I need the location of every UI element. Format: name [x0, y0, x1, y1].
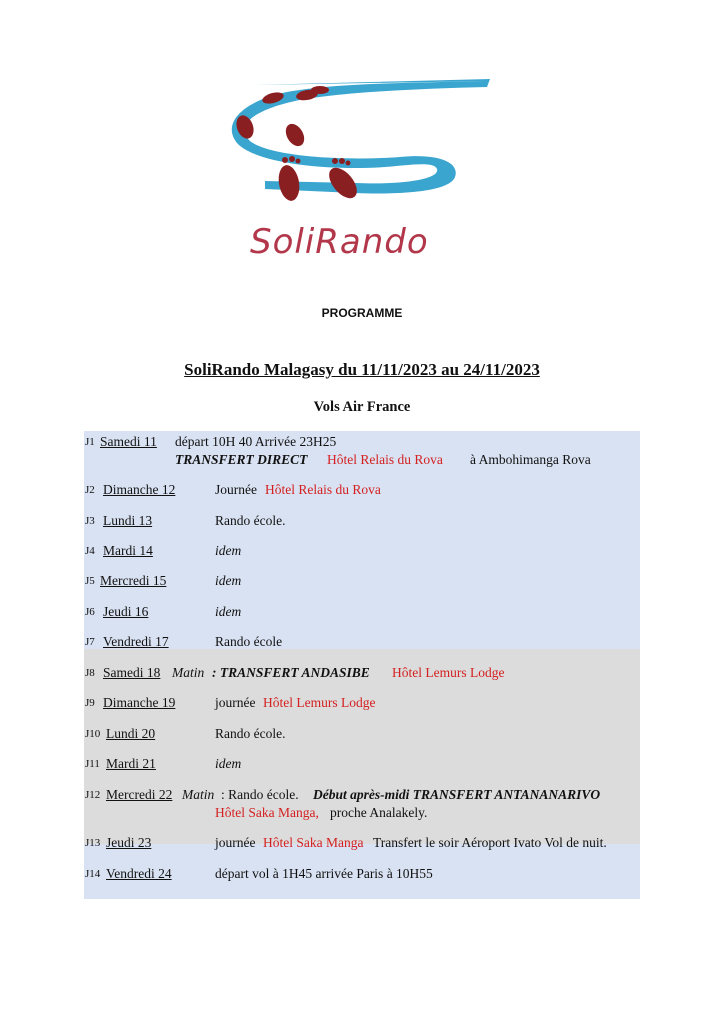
day-description: Rando école.: [215, 726, 286, 741]
hotel-name: Hôtel Saka Manga,: [215, 805, 319, 820]
location-text: proche Analakely.: [330, 805, 428, 820]
day-number: J5: [85, 575, 95, 587]
day-description: idem: [215, 573, 242, 588]
transfer-text: TRANSFERT DIRECT: [175, 452, 308, 467]
day-description: journée: [215, 835, 256, 850]
logo-text: SoliRando: [250, 222, 429, 262]
day-label: Jeudi 16: [103, 604, 149, 619]
hotel-name: Hôtel Lemurs Lodge: [263, 695, 376, 710]
day-label: Mardi 14: [103, 543, 153, 558]
day-number: J14: [85, 868, 101, 880]
day-description: départ 10H 40 Arrivée 23H25: [175, 434, 337, 449]
day-label: Vendredi 17: [103, 634, 169, 649]
day-description: Rando école: [215, 634, 283, 649]
day-number: J11: [85, 758, 100, 770]
day-description: Journée: [215, 482, 257, 497]
day-description: : Rando école.: [221, 787, 299, 802]
day-label: Vendredi 24: [106, 866, 172, 881]
matin-label: Matin: [182, 787, 215, 802]
day-label: Mercredi 22: [106, 787, 173, 802]
day-number: J3: [85, 515, 95, 527]
day-label: Lundi 20: [106, 726, 156, 741]
day-description: idem: [215, 543, 242, 558]
day-description: départ vol à 1H45 arrivée Paris à 10H55: [215, 866, 433, 881]
flights-subtitle: Vols Air France: [313, 399, 411, 415]
day-number: J4: [85, 545, 95, 557]
transfer-text: Début après-midi TRANSFERT ANTANANARIVO: [313, 787, 601, 802]
programme-heading: PROGRAMME: [321, 306, 403, 320]
day-number: J7: [85, 636, 95, 648]
page-title: SoliRando Malagasy du 11/11/2023 au 24/11/2023: [184, 360, 540, 379]
day-label: Dimanche 12: [103, 482, 176, 497]
day-label: Dimanche 19: [103, 695, 176, 710]
day-description: idem: [215, 756, 242, 771]
transfer-text: : TRANSFERT ANDASIBE: [212, 665, 370, 680]
hotel-name: Hôtel Lemurs Lodge: [392, 665, 505, 680]
day-number: J9: [85, 697, 95, 709]
day-label: Mercredi 15: [100, 573, 167, 588]
day-number: J1: [85, 436, 95, 448]
day-number: J10: [85, 728, 101, 740]
day-number: J8: [85, 667, 95, 679]
location-text: à Ambohimanga Rova: [470, 452, 591, 467]
day-number: J6: [85, 606, 95, 618]
day-number: J12: [85, 789, 101, 801]
day-label: Samedi 11: [100, 434, 157, 449]
day-label: Lundi 13: [103, 513, 153, 528]
hotel-name: Hôtel Relais du Rova: [327, 452, 443, 467]
day-number: J2: [85, 484, 95, 496]
day-label: Mardi 21: [106, 756, 156, 771]
matin-label: Matin: [172, 665, 205, 680]
transfer-note: Transfert le soir Aéroport Ivato Vol de nuit.: [373, 835, 607, 850]
day-number: J13: [85, 837, 101, 849]
day-description: idem: [215, 604, 242, 619]
hotel-name: Hôtel Saka Manga: [263, 835, 364, 850]
day-label: Jeudi 23: [106, 835, 152, 850]
hotel-name: Hôtel Relais du Rova: [265, 482, 381, 497]
day-label: Samedi 18: [103, 665, 161, 680]
day-description: Rando école.: [215, 513, 286, 528]
day-description: journée: [215, 695, 256, 710]
